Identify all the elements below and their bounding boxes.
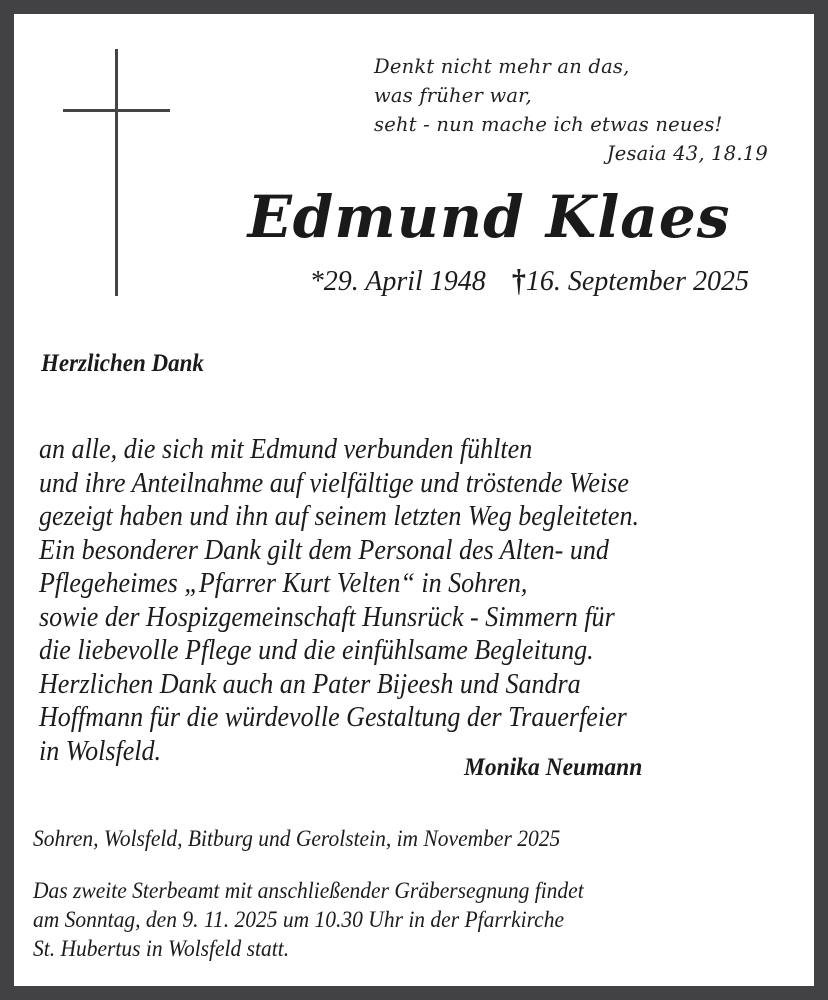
body-line: an alle, die sich mit Edmund verbunden fühlten xyxy=(39,434,533,465)
verse-reference: Jesaia 43, 18.19 xyxy=(606,142,768,165)
memorial-service-info xyxy=(33,876,622,963)
body-line: und ihre Anteilnahme auf vielfältige und tröstende Weise xyxy=(39,467,629,499)
deceased-name: Edmund Klaes xyxy=(247,183,731,251)
bible-verse xyxy=(374,52,770,168)
birth-date: 29. April 1948 xyxy=(323,266,486,297)
body-line: Herzlichen Dank auch an Pater Bijeesh und Sandra xyxy=(39,668,581,700)
birth-star-icon: * xyxy=(309,266,324,297)
service-line: Das zweite Sterbeamt mit anschließender Gräbersegnung findet xyxy=(33,878,584,903)
cross-vertical-bar xyxy=(115,49,118,296)
dagger-cross-icon: † xyxy=(511,263,526,300)
body-line: Hoffmann für die würdevolle Gestaltung der Trauerfeier xyxy=(39,702,627,733)
place-and-date: Sohren, Wolsfeld, Bitburg und Gerolstein, im November 2025 xyxy=(33,826,561,851)
verse-line: was früher war, xyxy=(374,84,532,107)
body-line: die liebevolle Pflege und die einfühlsame Begleitung. xyxy=(39,635,594,666)
body-line: Ein besonderer Dank gilt dem Personal des Alten- und xyxy=(39,534,609,566)
death-date: 16. September 2025 xyxy=(525,266,749,297)
body-line: sowie der Hospizgemeinschaft Hunsrück - Simmern für xyxy=(39,601,615,633)
body-line: gezeigt haben und ihn auf seinem letzten Weg begleiteten. xyxy=(39,501,639,532)
body-line: Pflegeheimes „Pfarrer Kurt Velten“ in Sohren, xyxy=(39,568,528,599)
life-dates xyxy=(209,264,749,300)
signature: Monika Neumann xyxy=(464,754,643,781)
thanks-body xyxy=(39,433,828,768)
service-line: St. Hubertus in Wolsfeld statt. xyxy=(33,936,290,961)
cross-horizontal-bar xyxy=(63,109,170,112)
obituary-card xyxy=(14,14,814,986)
body-line: in Wolsfeld. xyxy=(39,735,162,767)
verse-line: seht - nun mache ich etwas neues! xyxy=(374,113,723,136)
thanks-heading: Herzlichen Dank xyxy=(41,350,204,377)
verse-line: Denkt nicht mehr an das, xyxy=(374,55,630,78)
service-line: am Sonntag, den 9. 11. 2025 um 10.30 Uhr in der Pfarrkirche xyxy=(33,907,565,932)
